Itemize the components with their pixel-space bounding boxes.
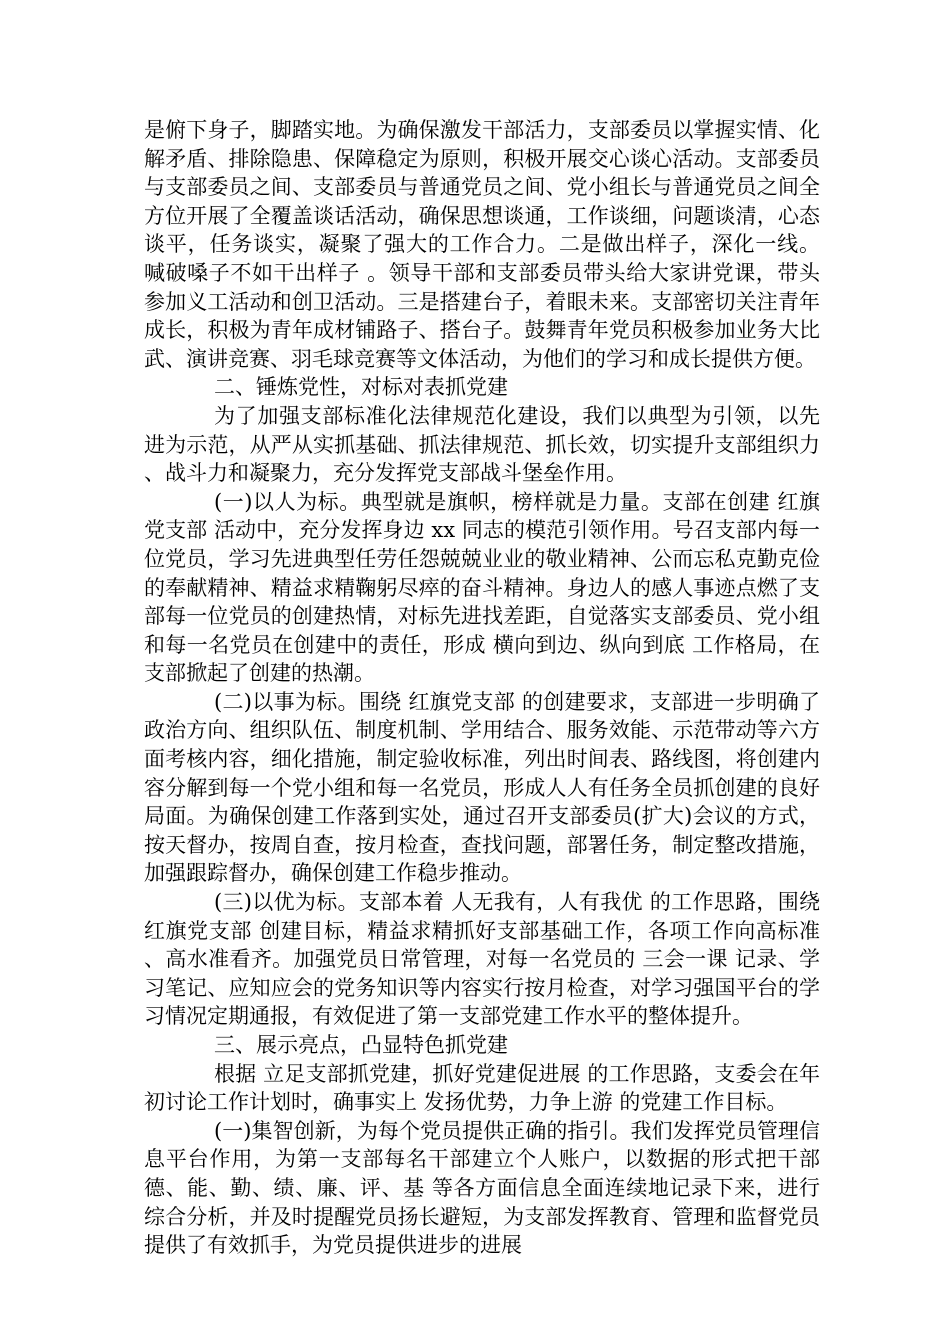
paragraph: 为了加强支部标准化法律规范化建设，我们以典型为引领，以先进为示范，从严从实抓基础、抓法律规范、抓长效，切实提升支部组织力、战斗力和凝聚力，充分发挥党支部战斗堡垒作用。 [144, 403, 820, 486]
paragraph: 是俯下身子，脚踏实地。为确保激发干部活力，支部委员以掌握实情、化解矛盾、排除隐患、保障稳定为原则，积极开展交心谈心活动。支部委员与支部委员之间、支部委员与普通党员之间、党小组长与普通党员之间全方位开展了全覆盖谈话活动，确保思想谈通，工作谈细，问题谈清，心态谈平，任务谈实，凝聚了强大的工作合力。二是做出样子，深化一线。 喊破嗓子不如干出样子 。领导干部和支部委员带头给大家讲党课，带头参加义工活动和创卫活动。三是搭建台子，着眼未来。支部密切关注青年成长，积极为青年成材铺路子、搭台子。鼓舞青年党员积极参加业务大比武、演讲竞赛、羽毛球竞赛等文体活动，为他们的学习和成长提供方便。 [144, 118, 820, 371]
document-body [144, 116, 820, 1260]
section-heading: 二、锤炼党性，对标对表抓党建 [214, 375, 508, 400]
paragraph: (一)以人为标。典型就是旗帜，榜样就是力量。支部在创建 红旗党支部 活动中，充分发挥身边 xx 同志的模范引领作用。号召支部内每一位党员，学习先进典型任劳任怨兢兢业业的敬业精神、公而忘私克勤克俭的奉献精神、精益求精鞠躬尽瘁的奋斗精神。身边人的感人事迹点燃了支部每一位党员的创建热情，对标先进找差距，自觉落实支部委员、党小组和每一名党员在创建中的责任，形成 横向到边、纵向到底 工作格局，在支部掀起了创建的热潮。 [144, 489, 820, 686]
section-heading: 三、展示亮点，凸显特色抓党建 [214, 1033, 508, 1057]
paragraph: 根据 立足支部抓党建，抓好党建促进展 的工作思路，支委会在年初讨论工作计划时，确事实上 发扬优势，力争上游 的党建工作目标。 [144, 1061, 820, 1115]
paragraph: (三)以优为标。支部本着 人无我有，人有我优 的工作思路，围绕 红旗党支部 创建目标，精益求精抓好支部基础工作，各项工作向高标准、高水准看齐。加强党员日常管理，对每一名党员的 三会一课 记录、学习笔记、应知应会的党务知识等内容实行按月检查，对学习强国平台的学习情况定期通报，有效促进了第一支部党建工作水平的整体提升。 [144, 890, 820, 1029]
paragraph: (二)以事为标。围绕 红旗党支部 的创建要求，支部进一步明确了政治方向、组织队伍、制度机制、学用结合、服务效能、示范带动等六方面考核内容，细化措施，制定验收标准，列出时间表、路线图，将创建内容分解到每一个党小组和每一名党员，形成人人有任务全员抓创建的良好局面。为确保创建工作落到实处，通过召开支部委员(扩大)会议的方式，按天督办，按周自查，按月检查，查找问题，部署任务，制定整改措施，加强跟踪督办，确保创建工作稳步推动。 [144, 689, 820, 886]
paragraph: (一)集智创新，为每个党员提供正确的指引。我们发挥党员管理信息平台作用，为第一支部每名干部建立个人账户，以数据的形式把干部 德、能、勤、绩、廉、评、基 等各方面信息全面连续地记录下来，进行综合分析，并及时提醒党员扬长避短，为支部发挥教育、管理和监督党员提供了有效抓手，为党员提供进步的进展 [144, 1118, 820, 1258]
